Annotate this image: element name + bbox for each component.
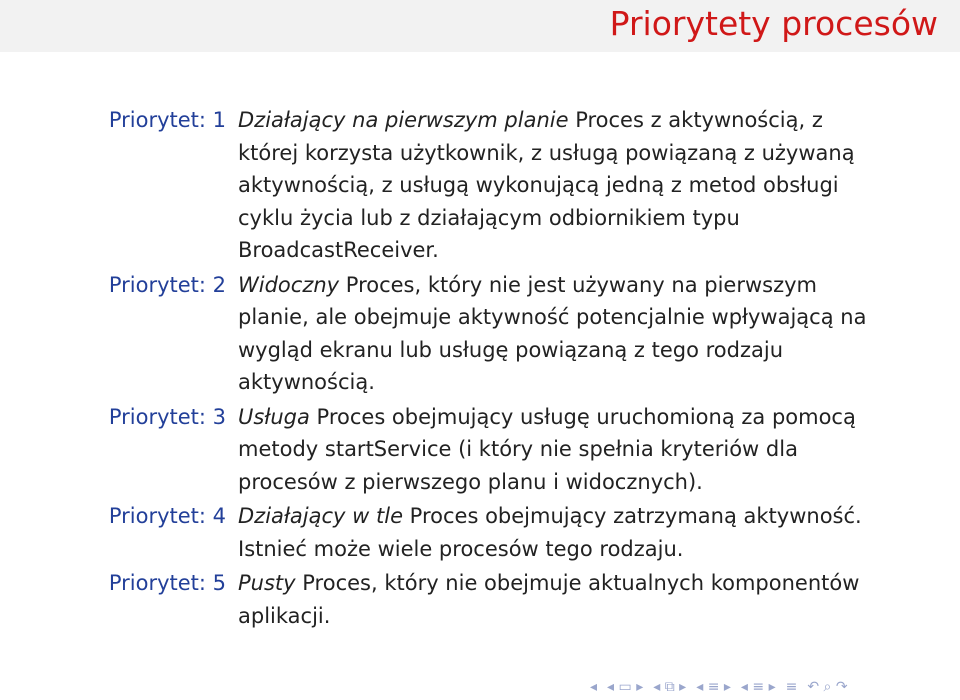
slide-title: Priorytety procesów bbox=[609, 4, 938, 43]
next-frame-icon[interactable]: ▸ bbox=[636, 679, 644, 695]
slide-nav bbox=[653, 679, 686, 695]
frame-icon: ▭ bbox=[618, 679, 632, 695]
list-item bbox=[0, 500, 960, 565]
list-item bbox=[0, 269, 960, 399]
item-label: Priorytet: 1 bbox=[108, 108, 226, 132]
item-text: Proces z aktywnością, z której korzysta użytkownik, z usługą powiązaną z używaną aktywnością, z usługą wykonującą jedną z metod obsługi cyklu życia lub z działającym odbiornikiem typu BroadcastReceiver. bbox=[238, 108, 855, 262]
item-term: Działający w tle bbox=[238, 504, 403, 528]
frame-nav bbox=[607, 679, 643, 695]
item-label: Priorytet: 5 bbox=[108, 571, 226, 595]
item-text: Proces obejmujący zatrzymaną aktywność. Istnieć może wiele procesów tego rodzaju. bbox=[238, 504, 862, 561]
item-term: Pusty bbox=[238, 571, 296, 595]
section-nav bbox=[696, 679, 731, 695]
item-label: Priorytet: 2 bbox=[108, 272, 226, 297]
prev-slide-icon[interactable]: ◂ bbox=[653, 679, 661, 695]
item-term: Widoczny bbox=[238, 272, 340, 297]
prev-frame-icon[interactable]: ◂ bbox=[607, 679, 615, 695]
prev-section-icon[interactable]: ◂ bbox=[696, 679, 704, 695]
beamer-navigation bbox=[590, 679, 848, 695]
item-text: Proces, który nie jest używany na pierwszym planie, ale obejmuje aktywność potencjalnie wpływającą na wygląd ekranu lub usługę powiązaną z tego rodzaju aktywnością. bbox=[238, 272, 867, 394]
next-slide-icon[interactable]: ▸ bbox=[679, 679, 687, 695]
item-description bbox=[238, 500, 868, 565]
item-description bbox=[238, 269, 868, 399]
redo-icon[interactable]: ↷ bbox=[835, 679, 848, 695]
item-description bbox=[238, 104, 868, 267]
section-icon: ≡ bbox=[707, 679, 720, 695]
item-term: Działający na pierwszym planie bbox=[238, 108, 569, 132]
first-arrow-icon[interactable]: ◂ bbox=[590, 679, 598, 695]
prev-subsection-icon[interactable]: ◂ bbox=[740, 679, 748, 695]
undo-icon[interactable]: ↶ bbox=[807, 679, 820, 695]
subsection-nav bbox=[741, 679, 776, 695]
item-label: Priorytet: 3 bbox=[108, 404, 226, 429]
next-section-icon[interactable]: ▸ bbox=[723, 679, 731, 695]
list-item bbox=[0, 401, 960, 499]
item-text: Proces, który nie obejmuje aktualnych komponentów aplikacji. bbox=[238, 571, 860, 628]
item-description bbox=[238, 567, 868, 632]
item-term: Usługa bbox=[238, 404, 310, 429]
history-nav bbox=[807, 679, 847, 695]
subsection-icon: ≡ bbox=[752, 679, 765, 695]
item-description bbox=[238, 401, 868, 499]
list-item bbox=[0, 104, 960, 267]
item-text: Proces obejmujący usługę uruchomioną za pomocą metody startService (i który nie spełnia kryteriów dla procesów z pierwszego planu i widocznych). bbox=[238, 404, 856, 494]
next-subsection-icon[interactable]: ▸ bbox=[768, 679, 776, 695]
align-icon[interactable]: ≡ bbox=[785, 679, 798, 695]
slide-icon: ⧉ bbox=[664, 679, 675, 695]
item-label: Priorytet: 4 bbox=[108, 504, 226, 528]
slide-header bbox=[0, 0, 960, 52]
priority-list bbox=[0, 104, 960, 634]
search-icon[interactable]: ⌕ bbox=[823, 679, 832, 695]
list-item bbox=[0, 567, 960, 632]
